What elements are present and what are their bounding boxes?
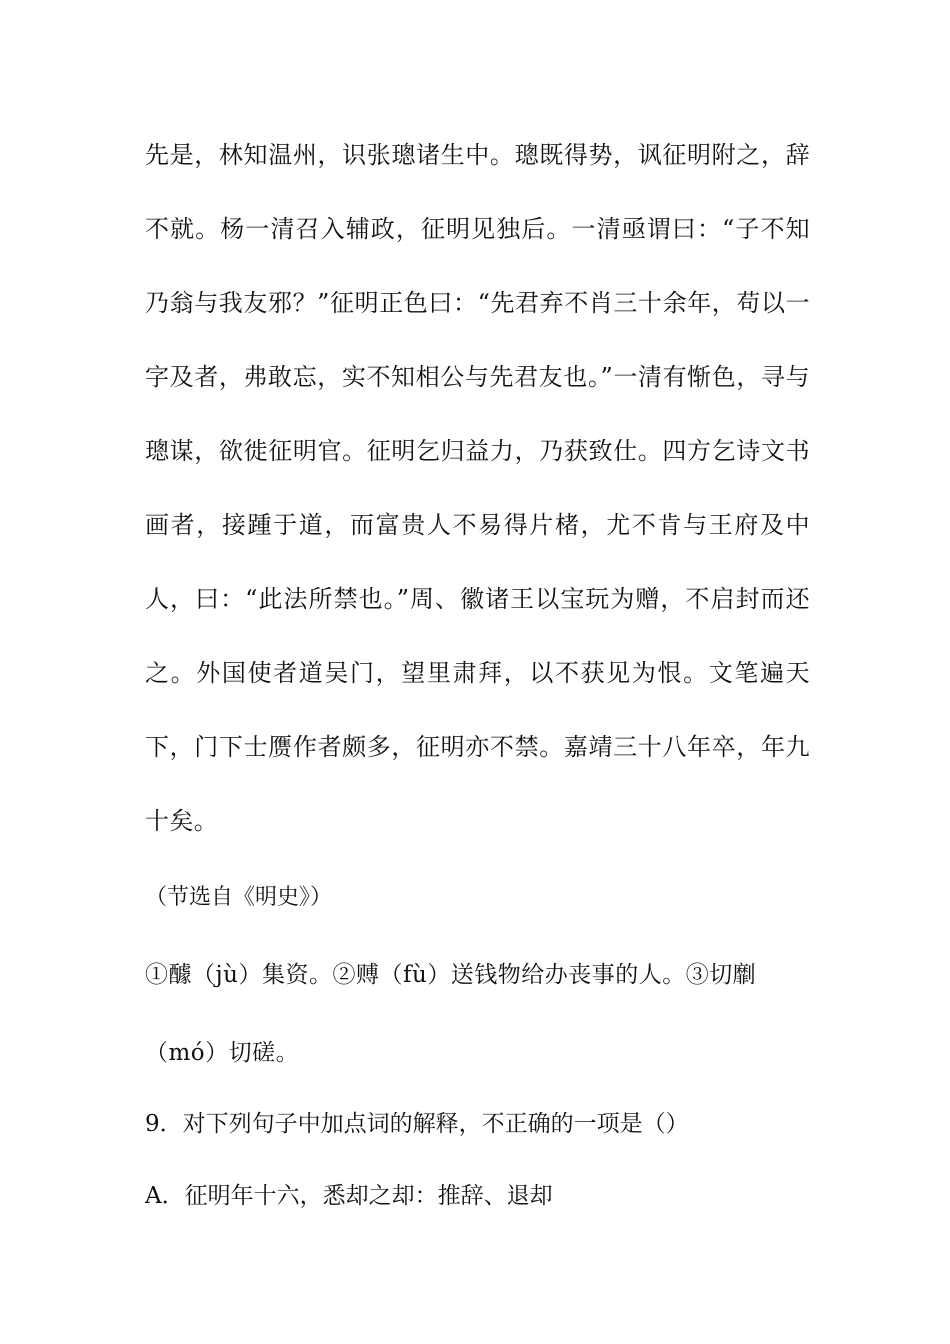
footnotes: ①醵（jù）集资。②赙（fù）送钱物给办丧事的人。③切劘（mó）切磋。: [145, 962, 757, 1066]
question-9: 9．对下列句子中加点词的解释，不正确的一项是（）: [145, 1111, 689, 1137]
source-citation: （节选自《明史》）: [145, 885, 333, 910]
passage-text: 先是，林知温州，识张璁诸生中。璁既得势，讽征明附之，辞不就。杨一清召入辅政，征明见独后。一清亟谓曰：“子不知乃翁与我友邪？”征明正色曰：“先君弃不肖三十余年，苟以一字及者，弗敢忘，实不知相公与先君友也。”一清有惭色，寻与璁谋，欲徙征明官。征明乞归益力，乃获致仕。四方乞诗文书画者，接踵于道，而富贵人不易得片楮，尤不肯与王府及中人，曰：“此法所禁也。”周、徽诸王以宝玩为赠，不启封而还之。外国使者道吴门，望里肃拜，以不获见为恨。文笔遍天下，门下士赝作者颇多，征明亦不禁。嘉靖三十八年卒，年九十矣。: [145, 141, 810, 835]
option-a: A．征明年十六，悉却之却：推辞、退却: [145, 1183, 553, 1209]
